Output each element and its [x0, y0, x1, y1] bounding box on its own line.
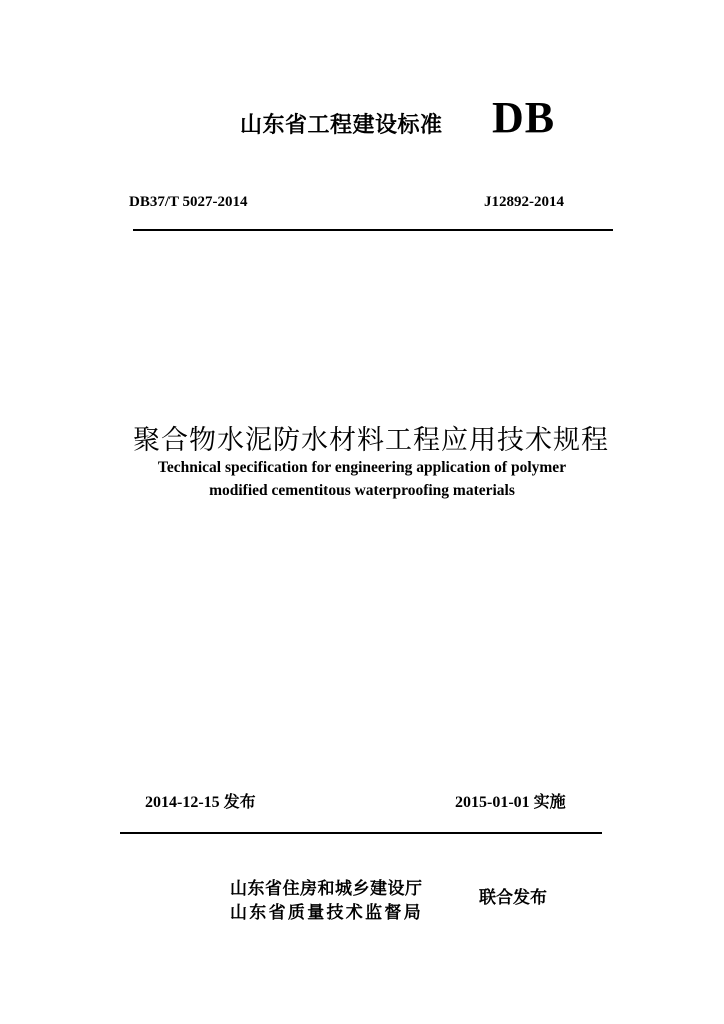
record-number: J12892-2014 — [484, 194, 564, 210]
standard-number: DB37/T 5027-2014 — [129, 194, 248, 210]
english-title-line-1: Technical specification for engineering application of polymer — [157, 459, 567, 476]
issuer-housing-department: 山东省住房和城乡建设厅 — [230, 879, 423, 899]
english-title-line-2: modified cementitous waterproofing materials — [209, 482, 515, 499]
issuer-quality-bureau: 山东省质量技术监督局 — [230, 903, 423, 923]
bottom-divider — [120, 832, 602, 834]
joint-issue-label: 联合发布 — [479, 888, 547, 908]
document-title-chinese: 聚合物水泥防水材料工程应用技术规程 — [133, 425, 609, 456]
document-title-english — [112, 456, 612, 502]
db-mark: DB — [492, 93, 556, 142]
standard-title: 山东省工程建设标准 — [240, 113, 443, 138]
effective-date: 2015-01-01 实施 — [455, 794, 566, 811]
issue-date: 2014-12-15 发布 — [145, 794, 256, 811]
top-divider — [133, 229, 613, 231]
